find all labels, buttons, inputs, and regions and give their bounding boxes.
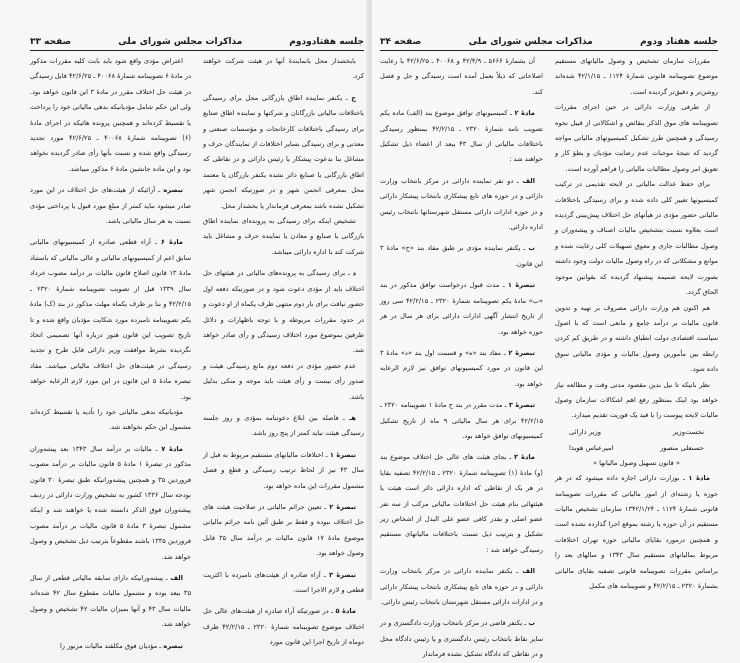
paragraph-text: ـ آراء قطعی صادره از کمیسیونهای مالیاتی سابق اعم از کمیسیونهای مالیاتی و عالی مالیاتی که باستناد مادهٔ ۱۳ قانون اصلاح قانون مالیات بر درآمد مصوب خرداد سال ۱۳۳۹ قبل از تصویب تصویبنامه شمارهٔ ۲۳۲۰ ـ ۴۲/۲/۱۵ و بنا بر طرف یکماه مهلت مذکور در بند (ک) مادهٔ یکم تصویبنامه نامبرده مورد شکایت مؤدیان واقع شده و تا تاریخ تصویب این قانون هنوز درباره آنها تصمیمی اتخاذ نگردیده بشرط موافقت وزیر دارائی قابل طرح و تجدید رسیدگی در هیئت‌های حل اختلاف مالیاتی میباشد. مفاد تبصره مادهٔ ۵ این قانون در این مورد لازم الرعایه خواهد بود. bbox=[30, 238, 192, 401]
article-label: د bbox=[352, 269, 356, 278]
paragraph bbox=[30, 442, 191, 565]
signatory-role: نخست‌وزیر bbox=[672, 427, 704, 436]
paragraph bbox=[555, 100, 718, 177]
paragraph-text: از طرفی وزارت دارائی در حین اجرای مقررات تصویبنامه های موق الذکر بنقائص و اشکالاتی از قبیل نحوه رسیدگی و همچنین طرز تشکیل کمیسیونهای مالیاتی مواجه گردید که نتیجهٔ موجبات عدم رضایت مؤدیان و بطؤ کار و تعویق امر وصول مطالبات مالیاتی را فراهم آورده است. bbox=[555, 103, 718, 173]
paragraph bbox=[380, 450, 543, 558]
paragraph bbox=[30, 405, 191, 436]
article-label: الف bbox=[170, 574, 183, 582]
paragraph-text: ـ مالیات بر درآمد سال ۱۳۴۳ بعد پیشه‌وران مذکور در تبصرهٔ ۱ مادهٔ ۵ قانون مالیات بر درآمد مصوب فروردین ۳۵ و همچنین پیشه‌ورانیکه طبق تبصرهٔ ۳۰ قانون بودجه سال ۱۳۳۶ کشور به تشخیص وزارت دارائی در ردیف پیشه‌وران فوق الذکر دانسته شده یا خواهند شد و اینکه مشمول تبصرهٔ ۳ مادهٔ ۵ قانون مالیات بر درآمد مصوب فروردین ۱۳۳۵ باشند مقطوعاً بترتیب ذیل تشخیص و وصول خواهد شد. bbox=[30, 444, 192, 561]
left-page-header bbox=[30, 34, 364, 51]
article-label: تبصره bbox=[163, 641, 183, 650]
paragraph bbox=[555, 54, 718, 100]
paragraph-text: ـ یکنفر قاضی در مرکز بانتخاب وزارت دادگستری و در سایر نقاط بانتخاب رئیس دادگستری و یا رئیس دادگاه محل و در نقاطی که دادگاه تشکیل نشده فرماندار bbox=[380, 619, 543, 659]
article-label: ب bbox=[528, 619, 535, 628]
paragraph-text: ـ یکنفر نماینده مؤدی بر طبق مفاد بند «ج» مادهٔ ۳ این قانون. bbox=[380, 244, 543, 268]
article-label: مادهٔ ۲ bbox=[514, 109, 535, 118]
paragraph bbox=[555, 301, 718, 378]
paragraph-text: برای حفظ عدالت مالیاتی در لایحه تقدیمی در ترکیب کمیسیونها تغییر کلی داده شده و برای رسیدگی باختلافات مالیاتی حضور مؤدی در هیأتهای حل اختلاف پیش‌بینی گردیده است بعلاوه نسبت بتشخیص مالیات اصناف و پیشه‌وران و وصول مطالبات جاری و معوق تسهیلات کلی رعایت شده و موانع و مشکلاتی که در راه وصول مالیات دولت وجود داشته بصورت لایحه ضمیمه پیشنهاد گردیده که بقوانین موجود الحاق گردد. bbox=[555, 180, 718, 297]
paragraph-text: ـ اختلافات مالیاتهای مستقیم مربوط به قبل از سال ۴۳ نیز از لحاظ ترتیب رسیدگی و قطع و فصل مشمول مقررات این ماده خواهد بود. bbox=[203, 450, 364, 490]
paragraph-text: ـ آراء صادره از هیئت‌های نامبرده با اکثریت قطعی و لازم الاجرا است. bbox=[203, 570, 364, 594]
paragraph-text: ـ پیشه‌ورانیکه دارای سابقه مالیاتی قطعی از سال ۳۵ ببعد بوده و مشمول مالیات مقطوع سال ۴۲ شده‌اند مالیات سال ۴۳ و آنها بمیزان مالیات ۴۲ تشخیص و وصول خواهد شد. bbox=[30, 574, 191, 629]
paragraph-text: آن بشمارهٔ ۵۶۶۶ ـ ۴۲/۴/۹ و ۴۰۰۶۸ ـ ۴۲/۶/۲۵ با رعایت اصلاحاتی که ذیلاً بعمل آمده است رسیدگی و حل و فصل کند. bbox=[380, 57, 543, 96]
paragraph-text: ـ مؤدیان فوق مکلفند مالیات مزبور را bbox=[59, 641, 162, 650]
paragraph-text: نظر بانیکه تا نیل بدین مقصود مدتی وقت و مطالعه نیاز خواهد بود اینک بمنظور رفع اهم اشکالات سازمان وصول مالیات لایحه پیوست را با قید یک فوریت تقدیم میدارد. bbox=[555, 380, 718, 420]
article-label: تبصرهٔ ۲ bbox=[329, 502, 356, 511]
paragraph bbox=[203, 359, 364, 405]
paragraph-text: ـ کمیسیونهای توافق موضوع بند (الف) ماده یکم تصویب نامه شمارهٔ ۲۳۲۰ ـ ۴۲/۲/۱۵ بمنظور رسیدگی باختلافات مالیاتی از سال ۴۳ ببعد از اعضاء ذیل تشکیل خواهند شد : bbox=[380, 109, 543, 164]
paragraph bbox=[203, 604, 364, 650]
article-label: مادهٔ ۳ bbox=[514, 453, 535, 462]
article-label: مادهٔ ۶ bbox=[160, 238, 183, 247]
article-label: الف bbox=[522, 176, 535, 185]
article-label: هـ bbox=[349, 413, 356, 422]
paragraph-text: ـ برای رسیدگی به پرونده‌های مالیاتی در هیئتهای حل اختلاف باید از مؤدی دعوت شود و در صورتیکه دفعه اول حضور نیافت برای بار دوم منتهی ظرف یکماه از او دعوت و در حدود مقررات مربوطه و با توجه باظهارات و دلائل طرفین بموضوع مورد اختلاف رسیدگی و رأی صادر خواهد شد. bbox=[203, 269, 364, 355]
paragraph bbox=[380, 54, 543, 100]
article-label: تبصرهٔ ۳ bbox=[328, 570, 356, 579]
paragraph-text: تشخیص اینکه برای رسیدگی به پرونده‌ای نماینده اطاق بازرگانی یا صنایع و معادن یا نماینده حرف و مشاغل باید شرکت کند با اداره دارائی میباشد. bbox=[203, 217, 364, 256]
left-page bbox=[0, 0, 368, 650]
paragraph-text: مؤدیانیکه بدهی مالیاتی خود را تأدیه یا تقسیط کرده‌اند مشمول این حکم نخواهند شد. bbox=[30, 407, 191, 432]
left-page-columns bbox=[30, 54, 364, 654]
running-title: مذاکرات مجلس شورای ملی bbox=[118, 37, 243, 47]
paragraph bbox=[380, 616, 543, 662]
paragraph bbox=[203, 91, 364, 214]
paragraph bbox=[30, 183, 191, 229]
paragraph bbox=[380, 106, 543, 168]
page-number: صفحه ۳۳ bbox=[30, 37, 72, 47]
page-number: صفحه ۳۴ bbox=[380, 37, 422, 47]
paragraph bbox=[30, 235, 191, 404]
paragraph bbox=[203, 214, 364, 260]
paragraph-text: ـ مدت مقرر در بند ج مادهٔ ۱ تصویبنامه ۲۳۲۰ ـ ۴۲/۲/۱۵ برای هر سال مالیاتی ۹ ماه از تاریخ تشکیل کمیسیونهای توافق خواهد بود. bbox=[380, 401, 543, 440]
paragraph bbox=[30, 571, 191, 633]
paragraph bbox=[30, 639, 191, 654]
article-label: تبصرهٔ ۲ bbox=[508, 348, 535, 357]
paragraph-text: اعتراض مؤدی واقع شود باید بابت کلیه مقررات مذکور در مادهٔ ۶ تصویبنامه شمارهٔ ۴۰۰۶۸ ـ ۴۲/۶/۲۵ قابل رسیدگی در هیئت حل اختلاف مقرر در مادهٔ ۳ این قانون خواهد بود. ولی این حکم شامل مؤدیانیکه بدهی مالیاتی خود را پرداخت یا تقسیط کرده‌اند و همچنین پرونده هائیکه در اجرای مادهٔ (۶) تصویبنامه شمارهٔ ۴۰۰۶۸ ـ ۴۲/۶/۲۵ مورد تجدید رسیدگی واقع شده و نسبت بآنها رأی صادر گردیده نخواهد بود و این ماده جانشین مادهٔ ۶ مذکور میباشد. bbox=[30, 57, 192, 173]
paragraph bbox=[380, 241, 543, 272]
paragraph bbox=[555, 471, 718, 594]
session-label: جلسه هفتادودوم bbox=[289, 37, 364, 47]
paragraph bbox=[380, 174, 543, 236]
paragraph-text: ـ یکنفر نماینده اطاق بازرگانی محل برای رسیدگی باختلافات مالیاتی بازرگانان و شرکتها و نماینده اطاق صنایع برای رسیدگی باختلافات کارخانجات و مؤسسات صنعتی و معدنی و برای رسیدگی بسایر اختلافات از نمایندگان حرف و مشاغل بنا بدعوت پیشکار یا رئیس دارائی و در نقاطی که اطاق بازرگانی یا صنایع دائر نشده یکنفر بازرگان یا معتمد محل بمعرفی انجمن شهر و در صورتیکه انجمن شهر تشکیل نشده باشد بمعرفی فرماندار یا بخشدار محل. bbox=[203, 93, 364, 210]
paragraph bbox=[380, 564, 543, 610]
paragraph-text: ـ مدت قبول درخواست توافق مذکور در بند «ب» مادهٔ یکم تصویبنامه شمارهٔ ۲۳۲۰ ـ ۴۲/۲/۱۵ سی روز از تاریخ انتشار آگهی ادارات دارائی برای هر سال در هر حوزه خواهد بود. bbox=[380, 281, 544, 336]
paragraph bbox=[30, 54, 191, 177]
signatory-role: وزیر دارائی bbox=[569, 427, 602, 436]
right-page-columns bbox=[380, 54, 718, 663]
paragraph-text: هم اکنون هم وزارت دارائی مصروف بر تهیه و تدوین قانون مالیات بر درآمد جامع و مانعی است که با اصول سیاست اقتصادی دولت انطباق داشته و در طریق کم کردن رابطه بین مأمورین وصول مالیات و مؤدی مالیاتی سوق داده شود. bbox=[555, 303, 718, 374]
paragraph-text: ـ تعیین جرائم مالیاتی در صلاحیت هیئت های حل اختلاف نبوده و فقط بر طبق آئین نامه جرائم مالیاتی موضوع مادهٔ ۱۷ قانون مالیات بر درآمد سال ۳۵ قابل وصول خواهد بود. bbox=[203, 502, 364, 558]
article-label: ب bbox=[528, 244, 535, 253]
paragraph-text: ـ مفاد بند «ه» و قسمت اول بند «د» مادهٔ ۳ این قانون در مورد کمیسیونهای توافق نیز لازم الرعایه خواهد بود. bbox=[380, 348, 543, 388]
text-column bbox=[203, 54, 364, 654]
paragraph-text: بابخشدار محل بانمایندهٔ آنها در هیئت شرکت خواهند کرد. bbox=[203, 57, 364, 81]
law-title: « قانون تسهیل وصول مالیاتها » bbox=[593, 458, 680, 467]
article-label: تبصرهٔ ۱ bbox=[507, 281, 535, 290]
text-column bbox=[30, 54, 191, 654]
paragraph-text: ـ فاصله بین ابلاغ دعوتنامه بمؤدی و روز جلسه رسیدگی هیئت نباید کمتر از پنج روز باشد. bbox=[203, 413, 364, 438]
paragraph bbox=[203, 568, 364, 599]
right-page-header bbox=[380, 34, 718, 51]
text-column bbox=[380, 54, 543, 663]
article-label: تبصره bbox=[163, 186, 183, 195]
paragraph bbox=[380, 346, 543, 392]
paragraph bbox=[203, 54, 364, 85]
paragraph-text: عدم حضور مؤدی در دفعه دوم مانع رسیدگی هیئت و صدور رأی نیست و رأی هیئت باید موجه و متکی بدلیل باشد. bbox=[203, 361, 364, 401]
paragraph bbox=[555, 378, 718, 424]
article-label: تبصرهٔ ۳ bbox=[508, 401, 535, 410]
paragraph-text: ـ آرائیکه از هیئت‌های حل اختلاف در این مورد صادر میشود نباید کمتر از مبلغ مورد قبول یا پرداختی مؤدی نسبت به هر سال مالیاتی باشد. bbox=[30, 186, 191, 226]
paragraph bbox=[380, 398, 543, 444]
paragraph bbox=[380, 278, 543, 340]
paragraph bbox=[203, 448, 364, 494]
paragraph-text: ـ در صورتیکه آراء صادره از هیئت‌های عالی حل اختلاف موضوع تصویبنامه شمارهٔ ۲۳۲۰ ـ ۴۲/۲/۱۵ ظرف دوماه از تاریخ اجرا این قانون مورد bbox=[203, 607, 364, 647]
text-column bbox=[555, 54, 718, 663]
article-label: مادهٔ ۱ bbox=[688, 474, 710, 483]
paragraph-text: مقررات سازمان تشخیص و وصول مالیاتهای مستقیم موضوع تصویبنامه قانونی شمارهٔ ۱۱۲۴ ـ ۴۲/۱/۱۵ شده‌اند روشن‌تر و دقیق‌تر گردیده است. bbox=[555, 57, 719, 96]
paragraph bbox=[203, 266, 364, 358]
signature-roles bbox=[555, 424, 718, 440]
signature-names bbox=[555, 440, 718, 456]
signatory-name: حسنعلی منصور bbox=[659, 443, 704, 452]
article-label: ج bbox=[351, 93, 356, 102]
article-label: مادهٔ ۵ bbox=[335, 607, 356, 616]
paragraph-text: ـ بجای هیئت های عالی حل اختلاف موضوع بند (و) مادهٔ (۱) تصویبنامه شمارهٔ ۲۳۲۰ ـ ۴۲/۲/۱۵ تصفیه بقایا در هر یک از نقاطی که اداره دارائی دائر است هیئت یا هیئتهائی بنام هیئت حل اختلافات مالیاتی مرکب از سه نفر عضو اصلی و بقدر کافی عضو علی البدل از اشخاص زیر تشکیل و بترتیب ذیل نسبت باختلافات مالیاتهای مستقیم رسیدگی خواهد شد : bbox=[380, 453, 543, 554]
running-title: مذاکرات مجلس شورای ملی bbox=[468, 37, 593, 47]
paragraph-text: ـ بوزارت دارائی اجازه داده میشود که در هر حوزه یا رشته‌ای از امور مالیاتی که مقررات تصویبنامه قانونی شمارهٔ ۱۱۲۴ ـ ۱۳۴۲/۱/۲۴ سازمان تشخیص مالیات مستقیم در آن حوزه یا رشته بموقع اجرا گذارده نشده است و همچنین درمورد بقایای مالیاتی حوزه‌ تهران اختلافات مربوط بمالیاتهای مستقیم سال ۱۳۴۳ و سالهای بعد را براساس مقررات تصویبنامه قانونی تصفیه بقایای مالیاتی بشمارهٔ ۲۳۲۰ ـ ۴۲/۲/۱۵ و تصویبنامه های مکمل bbox=[555, 474, 719, 590]
article-label: مادهٔ ۷ bbox=[161, 444, 183, 453]
right-page bbox=[372, 0, 740, 659]
article-label: الف bbox=[522, 567, 535, 576]
paragraph-text: ـ دو نفر نماینده دارائی در مرکز بانتخاب وزارت دارائی و در حوزه های تابع پیشکاری بانتخاب پیشکار دارائی و در حوزه ادارات دارائی مستقل شهرستانها بانتخاب رئیس اداره دارائی. bbox=[380, 176, 543, 232]
paragraph-text: ـ یکنفر نماینده دارائی در مرکز بانتخاب وزارت دارائی و در حوزه های تابع پیشکاری بانتخاب پیشکار دارائی و در ادارات دارائی مستقل شهرستان بانتخاب رئیس دارائی. bbox=[380, 567, 543, 606]
paragraph bbox=[203, 500, 364, 562]
article-label: تبصرهٔ ۱ bbox=[329, 450, 356, 459]
signatory-name: امیرعباس هویدا bbox=[569, 443, 614, 452]
session-label: جلسه هفتاد ودوم bbox=[640, 37, 718, 47]
paragraph bbox=[203, 411, 364, 442]
paragraph bbox=[555, 177, 718, 300]
